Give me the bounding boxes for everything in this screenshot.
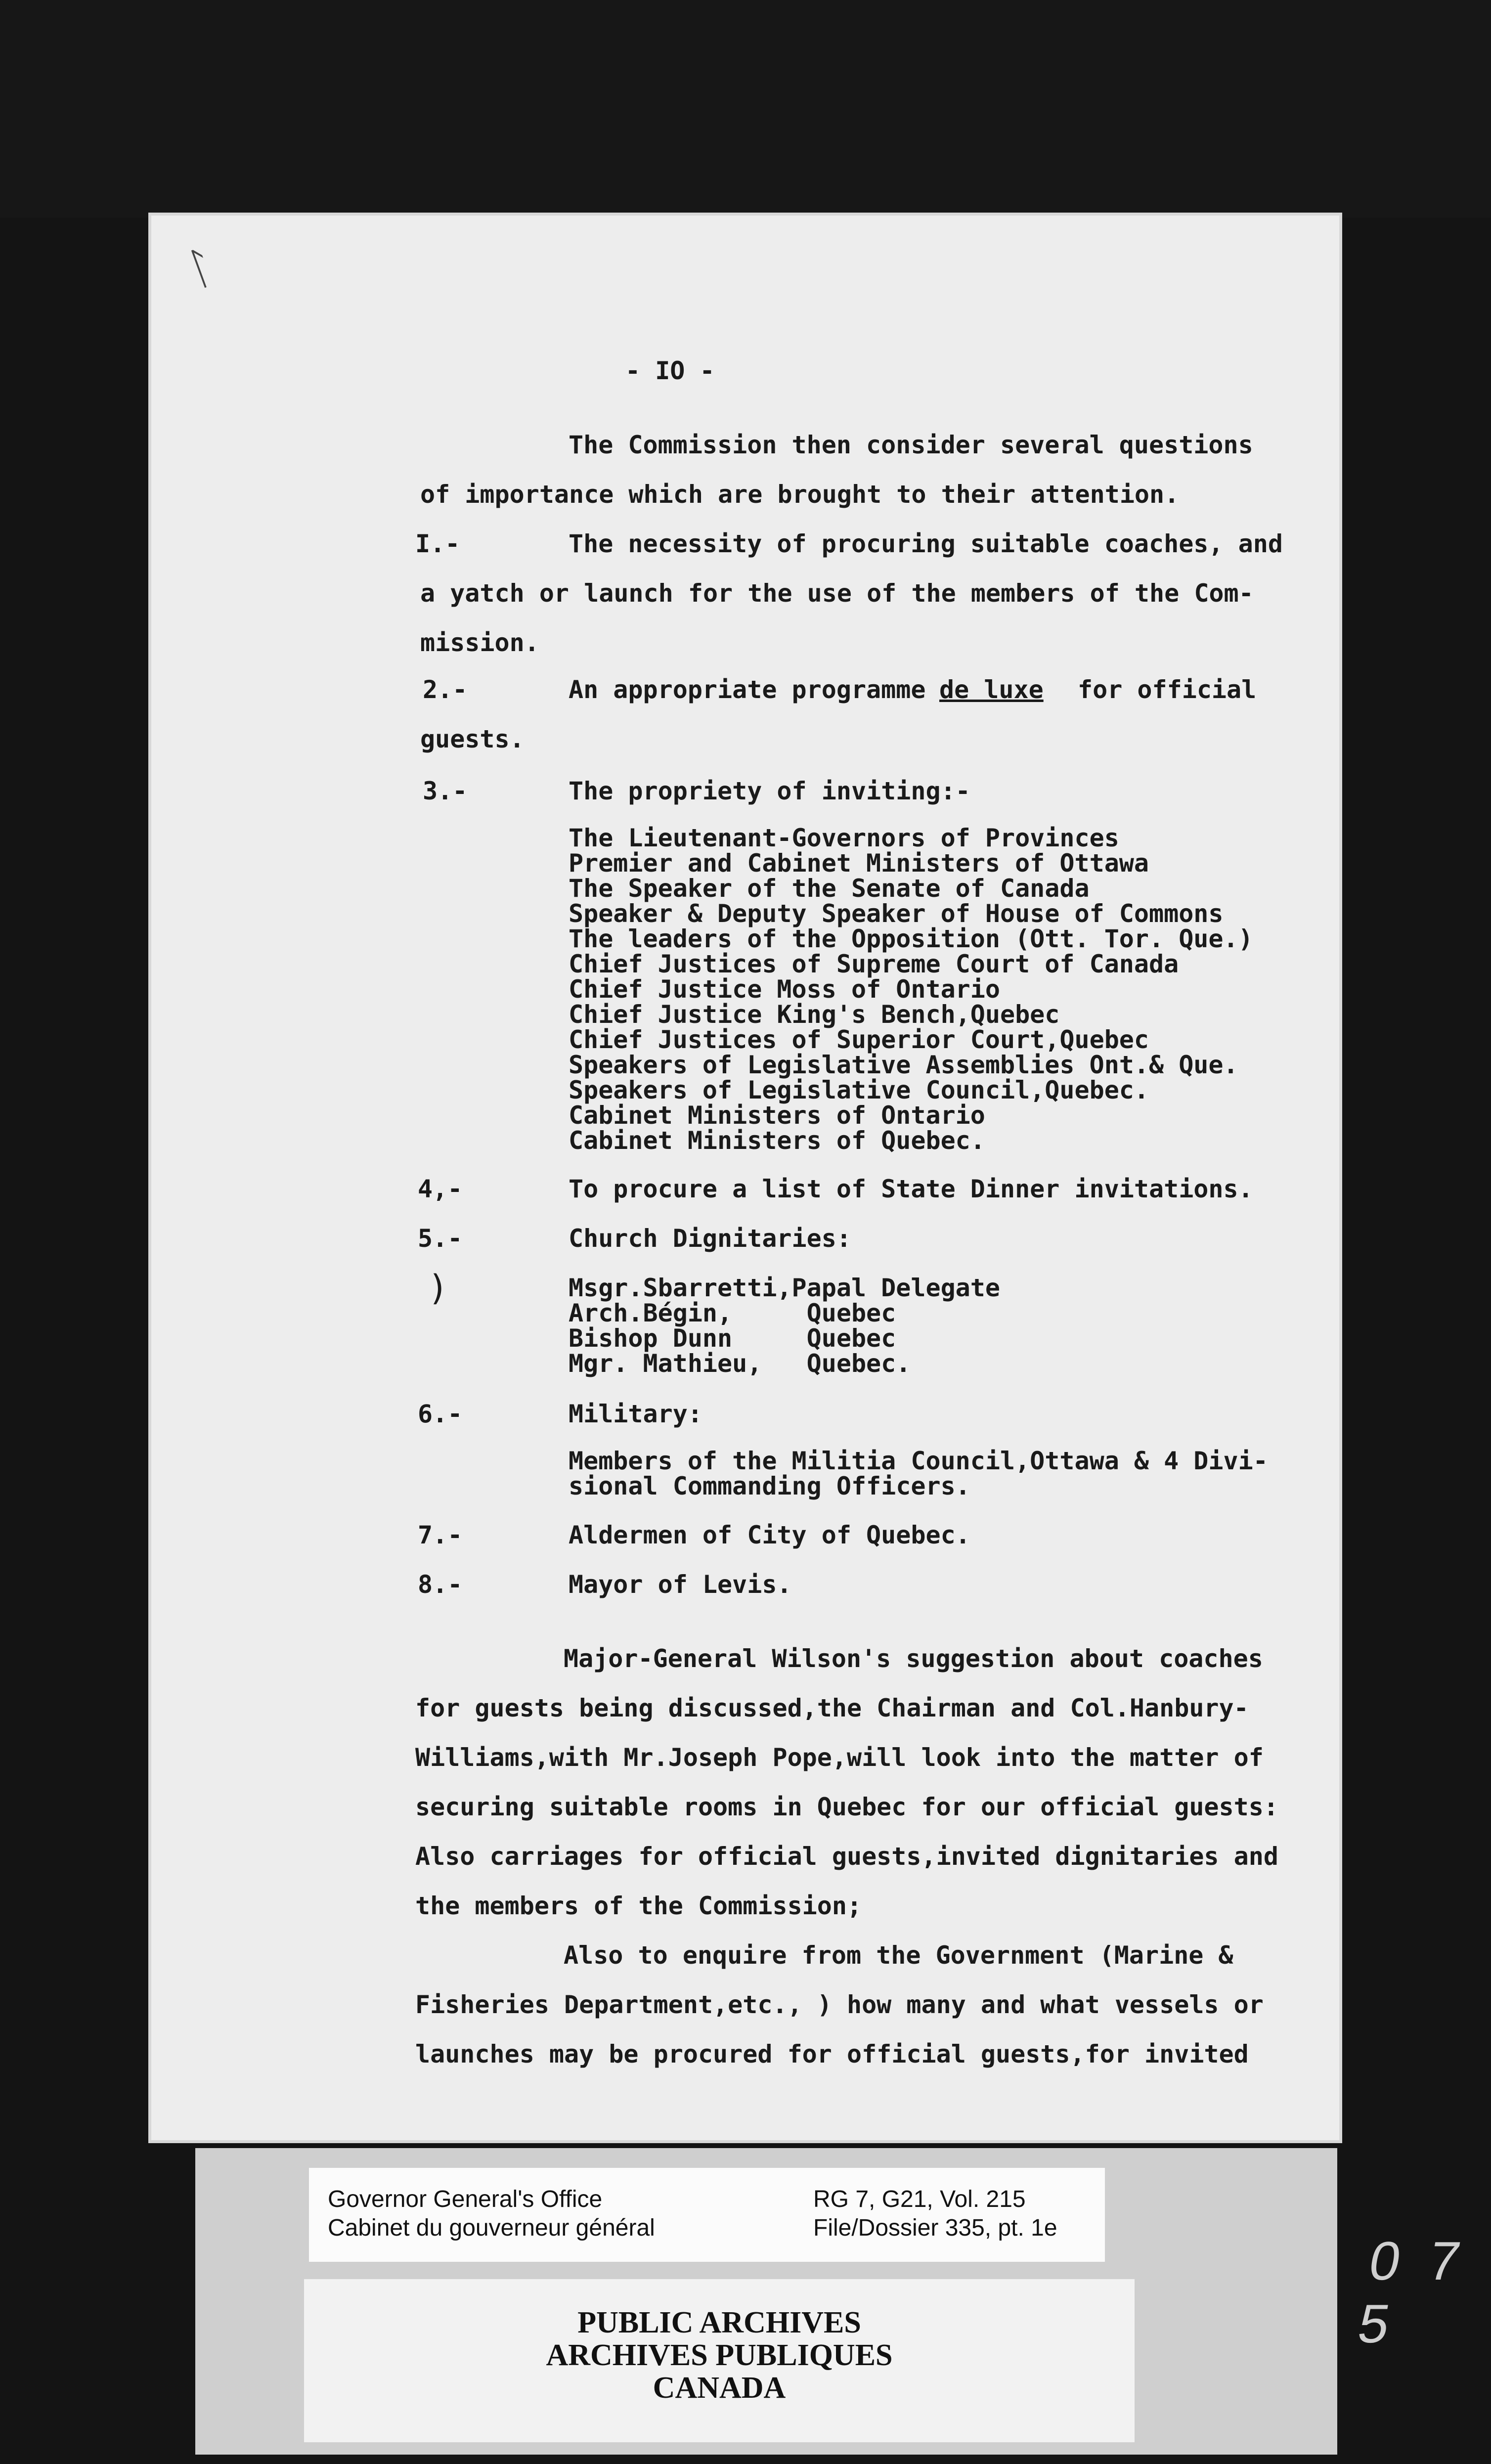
item3-number: 3.- xyxy=(423,777,468,805)
margin-bracket: ) xyxy=(428,1268,449,1308)
archive-file: File/Dossier 335, pt. 1e xyxy=(813,2215,1057,2241)
paragraph-line: the members of the Commission; xyxy=(415,1892,862,1920)
archive-label xyxy=(309,2168,1105,2262)
item2-number: 2.- xyxy=(423,675,468,704)
item6-heading: Military: xyxy=(569,1400,702,1428)
item1-line-2: a yatch or launch for the use of the members of the Com- xyxy=(420,579,1254,608)
item5-heading: Church Dignitaries: xyxy=(569,1224,851,1253)
item4-number: 4,- xyxy=(418,1175,463,1203)
list-item: The leaders of the Opposition (Ott. Tor. Que.) xyxy=(569,924,1253,953)
office-fr: Cabinet du gouverneur général xyxy=(328,2215,655,2241)
item3-heading: The propriety of inviting:- xyxy=(569,777,970,805)
paragraph-line: Also to enquire from the Government (Marine & xyxy=(564,1941,1233,1970)
paragraph-line: Williams,with Mr.Joseph Pope,will look into the matter of xyxy=(415,1743,1264,1772)
paragraph-line: launches may be procured for official guests,for invited xyxy=(415,2040,1249,2068)
list-item: Bishop Dunn Quebec xyxy=(569,1324,896,1353)
frame-number: 0 7 5 xyxy=(1353,2231,1472,2354)
item2-line-2: guests. xyxy=(420,725,525,753)
archives-stamp xyxy=(304,2279,1135,2442)
item5-number: 5.- xyxy=(418,1224,463,1253)
list-item: The Speaker of the Senate of Canada xyxy=(569,874,1090,903)
item1-line-1: The necessity of procuring suitable coaches, and xyxy=(569,529,1283,558)
paragraph-line: Also carriages for official guests,invited dignitaries and xyxy=(415,1842,1278,1871)
item1-line-3: mission. xyxy=(420,628,539,657)
list-item: Mgr. Mathieu, Quebec. xyxy=(569,1349,911,1378)
list-item: Cabinet Ministers of Ontario xyxy=(569,1101,985,1130)
paragraph-line: Major-General Wilson's suggestion about coaches xyxy=(564,1644,1263,1673)
list-item: Chief Justices of Superior Court,Quebec xyxy=(569,1025,1149,1054)
item1-number: I.- xyxy=(415,529,460,558)
item6-line-1: Members of the Militia Council,Ottawa & 4 Divi- xyxy=(569,1447,1268,1475)
archives-line-fr: ARCHIVES PUBLIQUES xyxy=(546,2338,893,2372)
list-item: Chief Justice King's Bench,Quebec xyxy=(569,1000,1060,1029)
paragraph-line: Fisheries Department,etc., ) how many and what vessels or xyxy=(415,1990,1264,2019)
item8-text: Mayor of Levis. xyxy=(569,1570,792,1599)
document-page xyxy=(148,213,1342,2143)
item6-number: 6.- xyxy=(418,1400,463,1428)
list-item: The Lieutenant-Governors of Provinces xyxy=(569,824,1119,852)
paragraph-line: for guests being discussed,the Chairman and Col.Hanbury- xyxy=(415,1694,1249,1722)
film-frame-top xyxy=(0,0,1491,218)
archive-label-strip xyxy=(195,2148,1337,2455)
page-number: - IO - xyxy=(625,356,715,385)
item6-line-2: sional Commanding Officers. xyxy=(569,1472,970,1500)
item8-number: 8.- xyxy=(418,1570,463,1599)
list-item: Arch.Bégin, Quebec xyxy=(569,1299,896,1327)
list-item: Msgr.Sbarretti,Papal Delegate xyxy=(569,1274,1000,1302)
item2-underlined: de luxe xyxy=(939,675,1044,704)
paragraph-line: securing suitable rooms in Quebec for our official guests: xyxy=(415,1793,1278,1821)
item7-number: 7.- xyxy=(418,1521,463,1549)
list-item: Chief Justices of Supreme Court of Canada xyxy=(569,950,1179,978)
list-item: Premier and Cabinet Ministers of Ottawa xyxy=(569,849,1149,878)
list-item: Speakers of Legislative Assemblies Ont.& Que. xyxy=(569,1051,1238,1079)
archive-reference: RG 7, G21, Vol. 215 xyxy=(813,2186,1026,2212)
item2-text-after: for official xyxy=(1078,675,1257,704)
intro-line-2: of importance which are brought to their attention. xyxy=(420,480,1180,509)
intro-line-1: The Commission then consider several questions xyxy=(569,431,1253,459)
item4-text: To procure a list of State Dinner invitations. xyxy=(569,1175,1253,1203)
archives-line-country: CANADA xyxy=(653,2371,786,2405)
pencil-mark: ᛚ xyxy=(179,239,223,298)
list-item: Speaker & Deputy Speaker of House of Commons xyxy=(569,899,1224,928)
list-item: Chief Justice Moss of Ontario xyxy=(569,975,1000,1004)
list-item: Speakers of Legislative Council,Quebec. xyxy=(569,1076,1149,1104)
item2-text-before: An appropriate programme xyxy=(569,675,926,704)
list-item: Cabinet Ministers of Quebec. xyxy=(569,1126,985,1155)
office-en: Governor General's Office xyxy=(328,2186,603,2212)
archives-line-en: PUBLIC ARCHIVES xyxy=(577,2306,861,2339)
item7-text: Aldermen of City of Quebec. xyxy=(569,1521,970,1549)
